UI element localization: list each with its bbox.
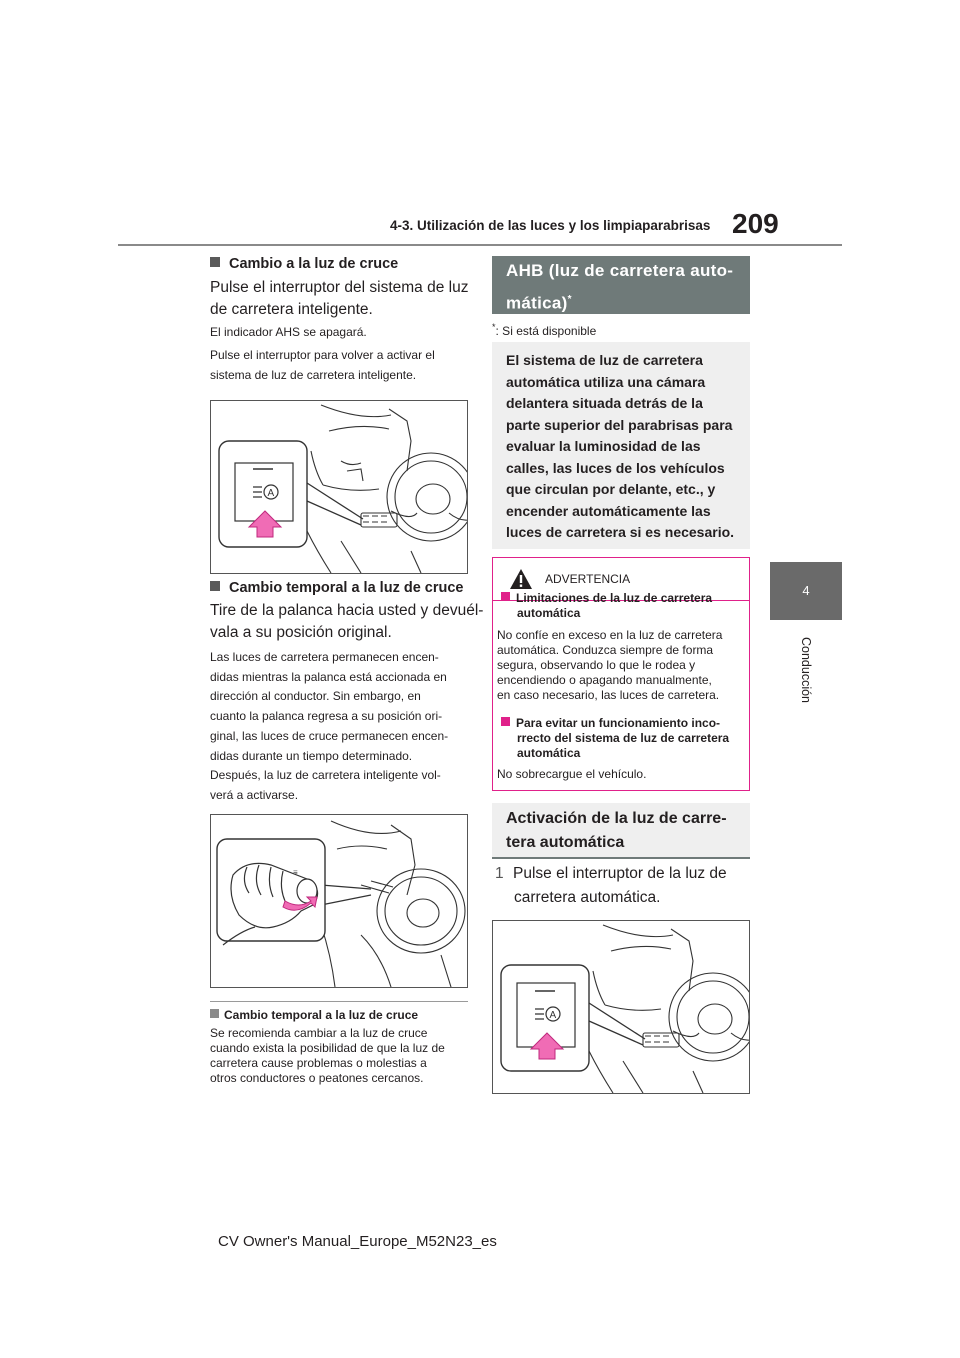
sec2-instruction-line: vala a su posición original. xyxy=(210,624,392,641)
step-text: carretera automática. xyxy=(514,889,661,906)
figure-ahs-switch xyxy=(210,400,468,574)
step-1 xyxy=(495,862,727,910)
sec2-heading xyxy=(210,580,464,596)
bullet-square-icon xyxy=(501,717,510,726)
sec1-note2-line: sistema de luz de carretera inteligente. xyxy=(210,367,417,382)
sec2-body-line: Después, la luz de carretera inteligente vol- xyxy=(210,768,441,783)
note-heading xyxy=(210,1008,418,1022)
activation-header-line: tera automática xyxy=(506,834,625,851)
intro-line: automática utiliza una cámara xyxy=(506,373,706,390)
note-line: otros conductores o peatones cercanos. xyxy=(210,1071,424,1085)
sec2-body-line: didas durante un tiempo determinado. xyxy=(210,748,413,763)
intro-line: El sistema de luz de carretera xyxy=(506,352,703,368)
warning-item2-body: No sobrecargue el vehículo. xyxy=(497,767,647,781)
warning-item2-heading-text: rrecto del sistema de luz de carretera xyxy=(517,731,730,745)
warning-item1-body xyxy=(497,628,722,703)
warning-item1-heading-text: automática xyxy=(517,606,581,620)
footnote xyxy=(492,322,596,338)
sec2-body-line: ginal, las luces de cruce permanecen encen- xyxy=(210,728,449,743)
warning-line: en caso necesario, las luces de carretera. xyxy=(497,688,720,702)
bullet-square-icon xyxy=(210,581,220,591)
intro-line: delantera situada detrás de la xyxy=(506,395,703,411)
sec1-instruction-line: de carretera inteligente. xyxy=(210,301,373,318)
section-title: 4-3. Utilización de las luces y los limpiaparabrisas xyxy=(390,218,711,233)
footnote-text: : Si está disponible xyxy=(495,324,597,338)
dashboard-illustration xyxy=(493,921,749,1093)
note-line: cuando exista la posibilidad de que la luz de xyxy=(210,1041,445,1055)
intro-line: que circulan por delante, etc., y xyxy=(506,481,716,497)
ahb-header-line2-text: mática) xyxy=(506,293,568,313)
activation-header xyxy=(492,803,750,859)
sec2-body-line: Las luces de carretera permanecen encen- xyxy=(210,650,439,664)
ahb-asterisk: * xyxy=(567,294,572,305)
lever-illustration xyxy=(211,815,467,987)
warning-item2-heading xyxy=(501,716,729,761)
footnote-mark: * xyxy=(492,322,496,332)
svg-text:≡: ≡ xyxy=(293,868,298,877)
sec1-note2 xyxy=(210,346,435,385)
intro-box xyxy=(492,342,750,549)
intro-line: parte superior del parabrisas para xyxy=(506,416,733,433)
step-text: Pulse el interruptor de la luz de xyxy=(513,865,727,882)
sec1-note2-line: Pulse el interruptor para volver a activar el xyxy=(210,348,435,362)
chapter-label-text: Conducción xyxy=(799,636,813,704)
intro-line: luces de carretera si es necesario. xyxy=(506,524,735,540)
warning-box xyxy=(492,557,750,791)
note-body xyxy=(210,1026,445,1086)
warning-item1-heading-text: Limitaciones de la luz de carretera xyxy=(516,591,713,605)
sec2-instruction xyxy=(210,600,483,644)
chapter-label xyxy=(750,630,862,710)
header-rule xyxy=(118,244,842,246)
sec1-instruction xyxy=(210,277,468,321)
step-number: 1 xyxy=(495,865,504,882)
sec2-body-line: cuanto la palanca regresa a su posición ori- xyxy=(210,709,443,724)
warning-triangle-icon xyxy=(509,568,533,590)
sec2-body-line: verá a activarse. xyxy=(210,787,299,802)
warning-line: No confíe en exceso en la luz de carretera xyxy=(497,628,723,642)
note-heading-text: Cambio temporal a la luz de cruce xyxy=(224,1008,419,1022)
chapter-tab: 4 xyxy=(770,562,842,620)
sec1-heading xyxy=(210,256,398,272)
footer: CV Owner's Manual_Europe_M52N23_es xyxy=(218,1233,497,1250)
sec2-body-line: dirección al conductor. Sin embargo, en xyxy=(210,689,421,704)
figure-lever xyxy=(210,814,468,988)
sec2-instruction-line: Tire de la palanca hacia usted y devuél- xyxy=(210,602,484,619)
svg-text:A: A xyxy=(267,488,275,499)
intro-line: evaluar la luminosidad de las xyxy=(506,438,701,454)
warning-line: segura, observando lo que le rodea y xyxy=(497,658,696,672)
sec2-body-line: didas mientras la palanca está accionada en xyxy=(210,669,447,684)
sec1-note1: El indicador AHS se apagará. xyxy=(210,325,367,339)
dashboard-illustration xyxy=(211,401,467,573)
sec1-instruction-line: Pulse el interruptor del sistema de luz xyxy=(210,279,469,296)
ahb-header-line: AHB (luz de carretera auto- xyxy=(506,261,734,280)
bullet-square-icon xyxy=(210,257,220,267)
svg-text:A: A xyxy=(549,1010,557,1021)
warning-item1-heading xyxy=(501,591,712,621)
sec1-heading-text: Cambio a la luz de cruce xyxy=(229,256,399,272)
sec2-body xyxy=(210,648,448,806)
ahb-header xyxy=(492,256,750,314)
warning-label: ADVERTENCIA xyxy=(545,572,631,586)
warning-item2-heading-text: Para evitar un funcionamiento inco- xyxy=(516,716,721,730)
note-rule xyxy=(210,1001,468,1002)
figure-ahb-switch xyxy=(492,920,750,1094)
note-line: carretera cause problemas o molestias a xyxy=(210,1056,427,1070)
bullet-square-icon xyxy=(501,592,510,601)
warning-line: encendiendo o apagando manualmente, xyxy=(497,673,712,687)
page-number: 209 xyxy=(732,208,779,239)
ahb-header-line2 xyxy=(506,285,736,318)
intro-line: encender automáticamente las xyxy=(506,502,711,519)
warning-line: automática. Conduzca siempre de forma xyxy=(497,643,714,657)
sec2-heading-text: Cambio temporal a la luz de cruce xyxy=(229,580,464,596)
warning-item2-heading-text: automática xyxy=(517,746,581,760)
activation-header-line: Activación de la luz de carre- xyxy=(506,810,727,827)
intro-line: calles, las luces de los vehículos xyxy=(506,459,725,476)
bullet-square-icon xyxy=(210,1009,219,1018)
note-line: Se recomienda cambiar a la luz de cruce xyxy=(210,1026,428,1040)
